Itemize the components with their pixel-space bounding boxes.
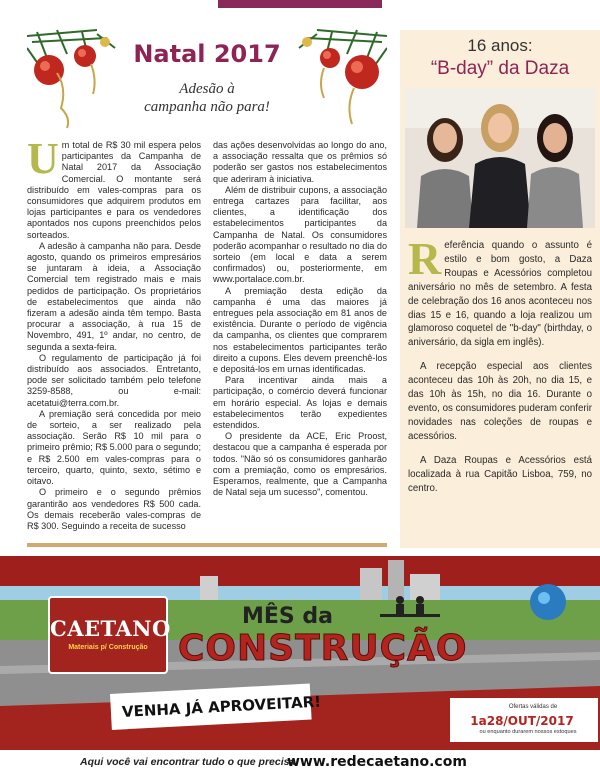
natal-paragraph: Para incentivar ainda mais a participação, o comércio deverá funcionar em horário especial. As lojas e demais estabelecimentos terão expedientes estendidos. xyxy=(213,375,387,431)
natal-column-1 xyxy=(27,134,201,532)
top-accent-strip xyxy=(218,0,382,8)
natal-paragraph: O presidente da ACE, Eric Proost, destacou que a campanha é esperada por todos. "Não só os consumidores ganharão com a premiação, como os empresários. Esperamos, realmente, que a Campanha de Natal seja um sucesso", comentou. xyxy=(213,431,387,498)
offer-validity-label: Ofertas válidas de xyxy=(508,704,558,710)
natal-body xyxy=(27,134,387,532)
daza-title-line2: “B-day” da Daza xyxy=(430,58,570,79)
daza-body xyxy=(400,233,600,495)
stock-disclaimer: ou enquanto durarem nossos estoques xyxy=(479,729,577,735)
natal-subtitle-line1: Adesão à xyxy=(179,81,235,97)
daza-paragraph: A Daza Roupas e Acessórios está localizada à rua Capitão Lisboa, 759, no centro. xyxy=(408,454,592,494)
natal-paragraph: O regulamento de participação já foi distribuído aos associados. Entretanto, pode ser solicitado também pelo telefone 3259-8588, ou e-mail: acetatui@terra.com.br. xyxy=(27,352,201,408)
christmas-ornament-icon xyxy=(27,28,122,133)
natal-paragraph: Além de distribuir cupons, a associação entrega cartazes para facilitar, aos clientes, a identificação dos estabelecimentos participantes da Campanha de Natal. Os consumidores poderão acompanhar o resultado no dia do sorteio (em local e data a serem confirmados) ou, posteriormente, em www.portalace.com.br. xyxy=(213,184,387,285)
natal-subtitle xyxy=(122,80,292,116)
article-divider xyxy=(27,543,387,547)
daza-paragraph xyxy=(408,233,592,350)
paragraph-text: eferência quando o assunto é estilo e bom gosto, a Daza Roupas e Acessórios completou aniversário no mês de setembro. A festa de celebração dos 16 anos aconteceu nos dias 15 e 16, quando a loja realizou um glamoroso coquetel de "b-day" (birthday, o aniversário, da sigla em inglês). xyxy=(408,240,592,349)
mes-da-label: MÊS da xyxy=(242,604,334,629)
natal-subtitle-line2: campanha não para! xyxy=(144,99,270,115)
promo-date: 1a28/OUT/2017 xyxy=(470,714,574,728)
christmas-ornament-icon xyxy=(292,28,387,133)
natal-title: Natal 2017 xyxy=(133,40,281,68)
caetano-logo[interactable] xyxy=(48,596,171,674)
paragraph-text: m total de R$ 30 mil espera pelos participantes da Campanha de Natal 2017 da Associação Comercial. O montante será distribuído em vales-compras para os consumidores que adquirem produtos em lojas participantes e para os vendedores apontados nos cupons preenchidos pelos sorteados. xyxy=(27,140,201,240)
daza-paragraph: A recepção especial aos clientes aconteceu das 10h às 20h, no dia 15, e das 10h às 15h, no dia 16. Durante o evento, os consumidores puderam conferir novidades nas coleções de roupas e acessórios. xyxy=(408,361,592,442)
natal-paragraph: A premiação desta edição da campanha é uma das maiores já entregues pela associação em 81 anos de existência. Durante o período de vigência da campanha, os clientes que comprarem nos estabelecimentos participantes terão direito a cupons. Eles devem preenchê-los e depositá-los em urnas identificadas. xyxy=(213,285,387,375)
natal-header xyxy=(27,28,387,136)
daza-article xyxy=(400,30,600,548)
caetano-ad-banner[interactable] xyxy=(0,556,600,780)
natal-paragraph: A adesão à campanha não para. Desde agosto, quando os primeiros empresários se juntaram à ideia, a Associação Comercial tem registrado mais e mais pedidos de participação. Os proprietários de estabelecimentos que ainda não fizeram a adesão ainda têm tempo. Basta procurar a associação, à rua 15 de Novembro, 491, 1º andar, no centro, de segunda a sexta-feira. xyxy=(27,240,201,352)
ad-website-link[interactable]: www.redecaetano.com xyxy=(287,754,467,770)
slogan: VENHA JÁ APROVEITAR! xyxy=(121,692,322,721)
natal-column-2 xyxy=(213,140,387,532)
construcao-headline: CONSTRUÇÃO xyxy=(178,628,468,669)
dropcap: U xyxy=(27,134,59,183)
natal-paragraph: O primeiro e o segundo prêmios garantirão aos vendedores R$ 500 cada. Os demais receberão vales-compras de R$ 300. Seguindo a receita de sucesso xyxy=(27,487,201,531)
natal-paragraph: das ações desenvolvidas ao longo do ano, a associação ressalta que os prêmios só poderão ser gastos nos estabelecimentos que aderiram à iniciativa. xyxy=(213,140,387,184)
ad-tagline: Aqui você vai encontrar tudo o que precisa! xyxy=(80,756,299,768)
natal-paragraph: A premiação será concedida por meio de sorteio, a ser realizado pela associação. Serão R$ 10 mil para o primeiro prêmio; R$ 5.000 para o segundo; e R$ 2.500 em vales-compras para o terceiro, quarto, quinto, sexto, sétimo e oitavo. xyxy=(27,408,201,487)
logo-text: CAETANO xyxy=(50,616,171,641)
logo-subtitle: Materiais p/ Construção xyxy=(68,644,148,651)
daza-title-line1: 16 anos: xyxy=(467,36,533,55)
natal-paragraph xyxy=(27,134,201,241)
daza-photo xyxy=(405,88,595,228)
dropcap: R xyxy=(408,233,442,284)
natal-article xyxy=(27,28,387,550)
